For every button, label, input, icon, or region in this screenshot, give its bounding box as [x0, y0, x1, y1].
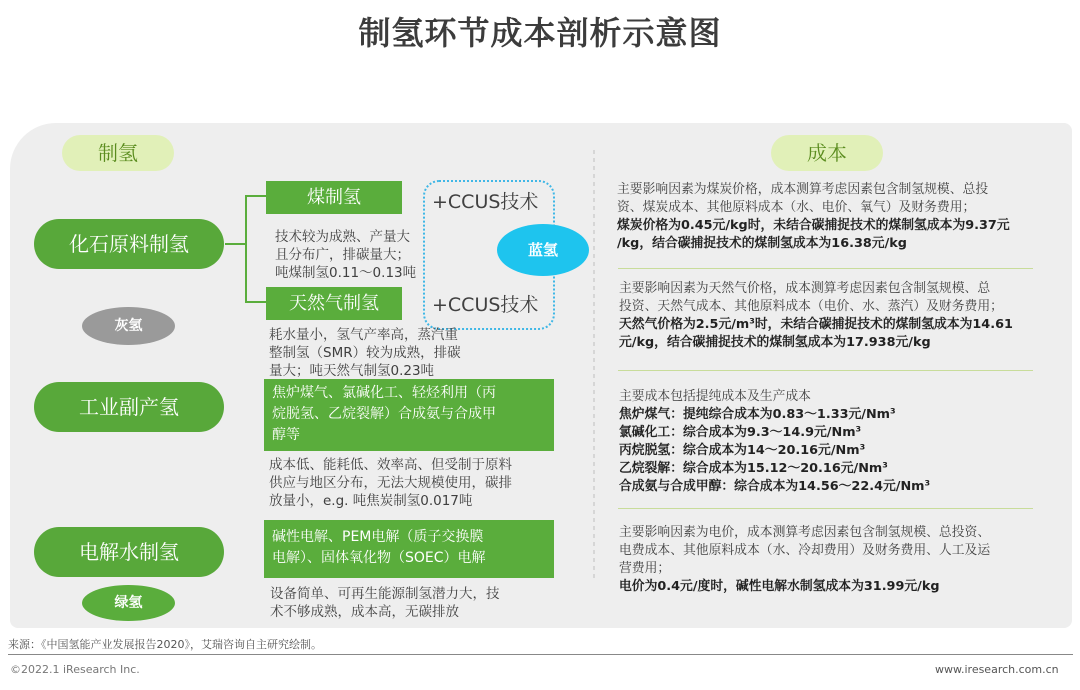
electrolysis-box-line: 碱性电解、PEM电解（质子交换膜: [272, 529, 484, 545]
industrial-description: [269, 456, 512, 510]
electrolysis-cost-line: 营费用；: [619, 561, 671, 576]
electrolysis-cost-highlight: 电价为0.4元/度时，碱性电解水制氢成本为31.99元/kg: [619, 579, 940, 594]
coal-hydrogen-box: 煤制氢: [266, 181, 402, 214]
coal-desc-line: 且分布广，排碳量大；: [275, 247, 410, 263]
industrial-category: 工业副产氢: [34, 382, 224, 432]
coal-ccus-label: +CCUS技术: [432, 191, 539, 213]
divider-line: [618, 508, 1033, 509]
divider-line: [618, 268, 1033, 269]
industrial-cost-item: 焦炉煤气：提纯综合成本为0.83～1.33元/Nm³: [619, 407, 896, 422]
industrial-box-line: 醇等: [272, 427, 300, 443]
coal-cost-line: 主要影响因素为煤炭价格，成本测算考虑因素包含制氢规模、总投: [617, 182, 989, 197]
coal-cost-highlight: /kg，结合碳捕捉技术的煤制氢成本为16.38元/kg: [617, 236, 907, 251]
industrial-desc-line: 成本低、能耗低、效率高、但受制于原料: [269, 457, 512, 473]
cost-header: 成本: [771, 135, 883, 171]
gas-desc-line: 量大；吨天然气制氢0.23吨: [269, 363, 435, 379]
industrial-cost-item: 乙烷裂解：综合成本为15.12～20.16元/Nm³: [619, 461, 888, 476]
coal-cost-text: [617, 181, 1010, 253]
gray-hydrogen-tag: 灰氢: [82, 307, 175, 345]
electrolysis-box-line: 电解）、固体氧化物（SOEC）电解: [272, 550, 486, 566]
coal-cost-highlight: 煤炭价格为0.45元/kg时，未结合碳捕捉技术的煤制氢成本为9.37元: [617, 218, 1010, 233]
gas-cost-line: 投资、天然气成本、其他原料成本（电价、水、蒸汽）及财务费用；: [619, 299, 1003, 314]
page-title: 制氢环节成本剖析示意图: [358, 14, 722, 52]
coal-desc-line: 技术较为成熟、产量大: [275, 229, 410, 245]
footer-divider: [8, 654, 1073, 655]
gas-description: [269, 326, 461, 380]
gas-ccus-label: +CCUS技术: [432, 294, 539, 316]
industrial-box-line: 烷脱氢、乙烷裂解）合成氨与合成甲: [272, 406, 496, 422]
electrolysis-description: [270, 585, 500, 621]
industrial-cost-intro: 主要成本包括提纯成本及生产成本: [619, 389, 811, 404]
green-hydrogen-tag: 绿氢: [82, 585, 175, 621]
gas-cost-highlight: 元/kg，结合碳捕捉技术的煤制氢成本为17.938元/kg: [619, 335, 931, 350]
hydrogen-production-header: 制氢: [62, 135, 174, 171]
industrial-desc-line: 放量小，e.g. 吨焦炭制氢0.017吨: [269, 493, 473, 509]
coal-description: [275, 228, 416, 282]
industrial-box-line: 焦炉煤气、氯碱化工、轻烃利用（丙: [272, 385, 496, 401]
industrial-cost-item: 合成氨与合成甲醇：综合成本为14.56～22.4元/Nm³: [619, 479, 931, 494]
website-url: www.iresearch.com.cn: [935, 663, 1059, 676]
divider-line: [618, 370, 1033, 371]
industrial-cost-item: 丙烷脱氢：综合成本为14～20.16元/Nm³: [619, 443, 866, 458]
gas-cost-line: 主要影响因素为天然气价格，成本测算考虑因素包含制氢规模、总: [619, 281, 991, 296]
electrolysis-methods-box: [264, 520, 554, 578]
electrolysis-cost-text: [619, 524, 990, 596]
electrolysis-cost-line: 电费成本、其他原料成本（水、冷却费用）及财务费用、人工及运: [619, 543, 991, 558]
industrial-cost-item: 氯碱化工：综合成本为9.3～14.9元/Nm³: [619, 425, 862, 440]
copyright-text: ©2022.1 iResearch Inc.: [10, 663, 140, 676]
blue-hydrogen-tag: 蓝氢: [497, 224, 589, 276]
gas-cost-highlight: 天然气价格为2.5元/m³时，未结合碳捕捉技术的煤制氢成本为14.61: [619, 317, 1013, 332]
fossil-category: 化石原料制氢: [34, 219, 224, 269]
coal-desc-line: 吨煤制氢0.11～0.13吨: [275, 265, 417, 281]
electrolysis-desc-line: 设备简单、可再生能源制氢潜力大，技: [270, 586, 500, 602]
electrolysis-category: 电解水制氢: [34, 527, 224, 577]
industrial-desc-line: 供应与地区分布，无法大规模使用，碳排: [269, 475, 512, 491]
coal-cost-line: 资、煤炭成本、其他原料成本（水、电价、氧气）及财务费用；: [617, 200, 976, 215]
gas-cost-text: [619, 280, 1013, 352]
electrolysis-cost-line: 主要影响因素为电价，成本测算考虑因素包含制氢规模、总投资、: [619, 525, 991, 540]
gas-desc-line: 耗水量小，氢气产率高，蒸汽重: [269, 327, 458, 343]
gas-desc-line: 整制氢（SMR）较为成熟，排碳: [269, 345, 461, 361]
industrial-cost-text: [619, 388, 930, 496]
fossil-connector: [225, 196, 266, 302]
gas-hydrogen-box: 天然气制氢: [266, 287, 402, 320]
electrolysis-desc-line: 术不够成熟，成本高，无碳排放: [270, 604, 459, 620]
source-note: 来源：《中国氢能产业发展报告2020》，艾瑞咨询自主研究绘制。: [8, 638, 322, 651]
industrial-sources-box: [264, 379, 554, 451]
